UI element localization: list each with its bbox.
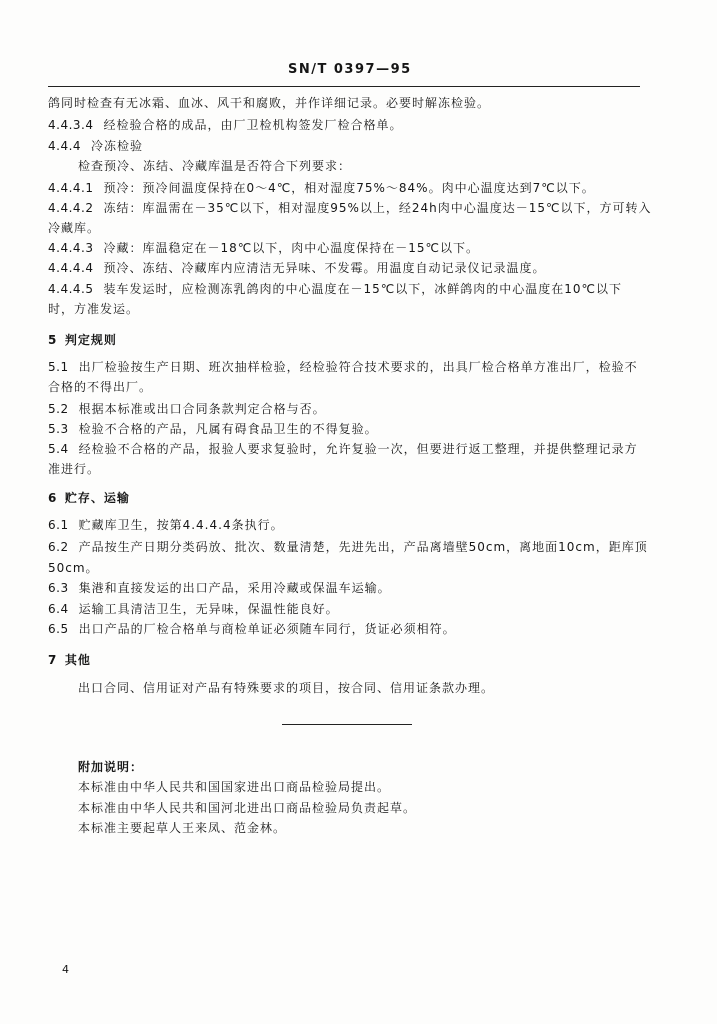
clause-number: 6.2 bbox=[48, 540, 69, 554]
clause-4-4-3-4 bbox=[48, 118, 403, 132]
clause-6-4 bbox=[48, 602, 339, 616]
standard-code-header: SN/T 0397—95 bbox=[288, 62, 412, 77]
clause-4-4-4-4 bbox=[48, 261, 546, 275]
clause-5-4-cont: 准进行。 bbox=[48, 462, 101, 476]
clause-4-4-4-5 bbox=[48, 282, 622, 296]
clause-5-2 bbox=[48, 402, 326, 416]
clause-number: 4.4.4.1 bbox=[48, 181, 94, 195]
clause-number: 4.4.4.2 bbox=[48, 201, 94, 215]
clause-text: 贮藏库卫生，按第4.4.4.4条执行。 bbox=[78, 518, 284, 532]
clause-4-4-4-3 bbox=[48, 241, 479, 255]
section-5-heading bbox=[48, 333, 117, 347]
clause-number: 4.4.3.4 bbox=[48, 118, 94, 132]
clause-text: 检验不合格的产品，凡属有碍食品卫生的不得复验。 bbox=[78, 422, 378, 436]
clause-title: 冷冻检验 bbox=[91, 139, 144, 153]
clause-6-3 bbox=[48, 581, 391, 595]
section-7-heading bbox=[48, 653, 91, 667]
clause-text: 预冷：预冷间温度保持在0～4℃，相对湿度75%～84%。肉中心温度达到7℃以下。 bbox=[103, 181, 595, 195]
clause-6-2 bbox=[48, 540, 648, 554]
clause-6-5 bbox=[48, 622, 456, 636]
header-rule bbox=[48, 86, 640, 87]
clause-5-1 bbox=[48, 360, 638, 374]
section-6-heading bbox=[48, 491, 130, 505]
clause-text: 运输工具清洁卫生，无异味，保温性能良好。 bbox=[78, 602, 339, 616]
additional-note-line: 本标准由中华人民共和国国家进出口商品检验局提出。 bbox=[78, 780, 391, 794]
clause-text: 出厂检验按生产日期、班次抽样检验，经检验符合技术要求的，出具厂检合格单方准出厂，检验不 bbox=[78, 360, 638, 374]
clause-number: 4.4.4 bbox=[48, 139, 82, 153]
section-number: 5 bbox=[48, 333, 57, 347]
clause-text: 冷藏：库温稳定在－18℃以下，肉中心温度保持在－15℃以下。 bbox=[103, 241, 479, 255]
clause-text: 装车发运时，应检测冻乳鸽肉的中心温度在－15℃以下，冰鲜鸽肉的中心温度在10℃以下 bbox=[103, 282, 622, 296]
clause-number: 5.1 bbox=[48, 360, 69, 374]
clause-number: 6.3 bbox=[48, 581, 69, 595]
clause-5-1-cont: 合格的不得出厂。 bbox=[48, 380, 153, 394]
clause-number: 6.4 bbox=[48, 602, 69, 616]
additional-note-line: 本标准主要起草人王来凤、范金林。 bbox=[78, 821, 287, 835]
clause-text: 根据本标准或出口合同条款判定合格与否。 bbox=[78, 402, 326, 416]
clause-text: 预冷、冻结、冷藏库内应清洁无异味、不发霉。用温度自动记录仪记录温度。 bbox=[103, 261, 546, 275]
section-7-text: 出口合同、信用证对产品有特殊要求的项目，按合同、信用证条款办理。 bbox=[78, 681, 495, 695]
clause-number: 5.4 bbox=[48, 442, 69, 456]
clause-4-4-4-intro: 检查预冷、冻结、冷藏库温是否符合下列要求： bbox=[78, 159, 352, 173]
clause-number: 5.3 bbox=[48, 422, 69, 436]
clause-number: 6.5 bbox=[48, 622, 69, 636]
page-number: 4 bbox=[62, 963, 69, 976]
clause-text: 冻结：库温需在－35℃以下，相对湿度95%以上，经24h肉中心温度达－15℃以下，方可转入 bbox=[103, 201, 652, 215]
clause-text: 经检验不合格的产品，报验人要求复验时，允许复验一次，但要进行返工整理，并提供整理记录方 bbox=[78, 442, 638, 456]
clause-text: 集港和直接发运的出口产品，采用冷藏或保温车运输。 bbox=[78, 581, 391, 595]
end-rule bbox=[282, 724, 412, 725]
clause-text: 产品按生产日期分类码放、批次、数量清楚，先进先出，产品离墙壁50cm，离地面10cm，距库顶 bbox=[78, 540, 648, 554]
section-number: 6 bbox=[48, 491, 57, 505]
clause-4-4-4-1 bbox=[48, 181, 595, 195]
clause-number: 4.4.4.3 bbox=[48, 241, 94, 255]
clause-number: 6.1 bbox=[48, 518, 69, 532]
clause-4-4-4-2-cont: 冷藏库。 bbox=[48, 221, 101, 235]
clause-number: 4.4.4.5 bbox=[48, 282, 94, 296]
section-number: 7 bbox=[48, 653, 57, 667]
clause-text: 经检验合格的成品，由厂卫检机构签发厂检合格单。 bbox=[103, 118, 403, 132]
additional-note-line: 本标准由中华人民共和国河北进出口商品检验局负责起草。 bbox=[78, 801, 417, 815]
section-title: 贮存、运输 bbox=[64, 491, 130, 505]
continuation-line: 鸽同时检查有无冰霜、血冰、风干和腐败，并作详细记录。必要时解冻检验。 bbox=[48, 96, 491, 110]
clause-6-2-cont: 50cm。 bbox=[48, 561, 99, 575]
clause-text: 出口产品的厂检合格单与商检单证必须随车同行，货证必须相符。 bbox=[78, 622, 456, 636]
clause-number: 5.2 bbox=[48, 402, 69, 416]
section-title: 其他 bbox=[64, 653, 91, 667]
additional-notes-title: 附加说明： bbox=[78, 760, 144, 774]
clause-4-4-4-5-cont: 时，方准发运。 bbox=[48, 302, 140, 316]
clause-6-1 bbox=[48, 518, 284, 532]
clause-5-3 bbox=[48, 422, 378, 436]
clause-4-4-4 bbox=[48, 139, 143, 153]
clause-5-4 bbox=[48, 442, 638, 456]
clause-4-4-4-2 bbox=[48, 201, 652, 215]
clause-number: 4.4.4.4 bbox=[48, 261, 94, 275]
section-title: 判定规则 bbox=[64, 333, 117, 347]
